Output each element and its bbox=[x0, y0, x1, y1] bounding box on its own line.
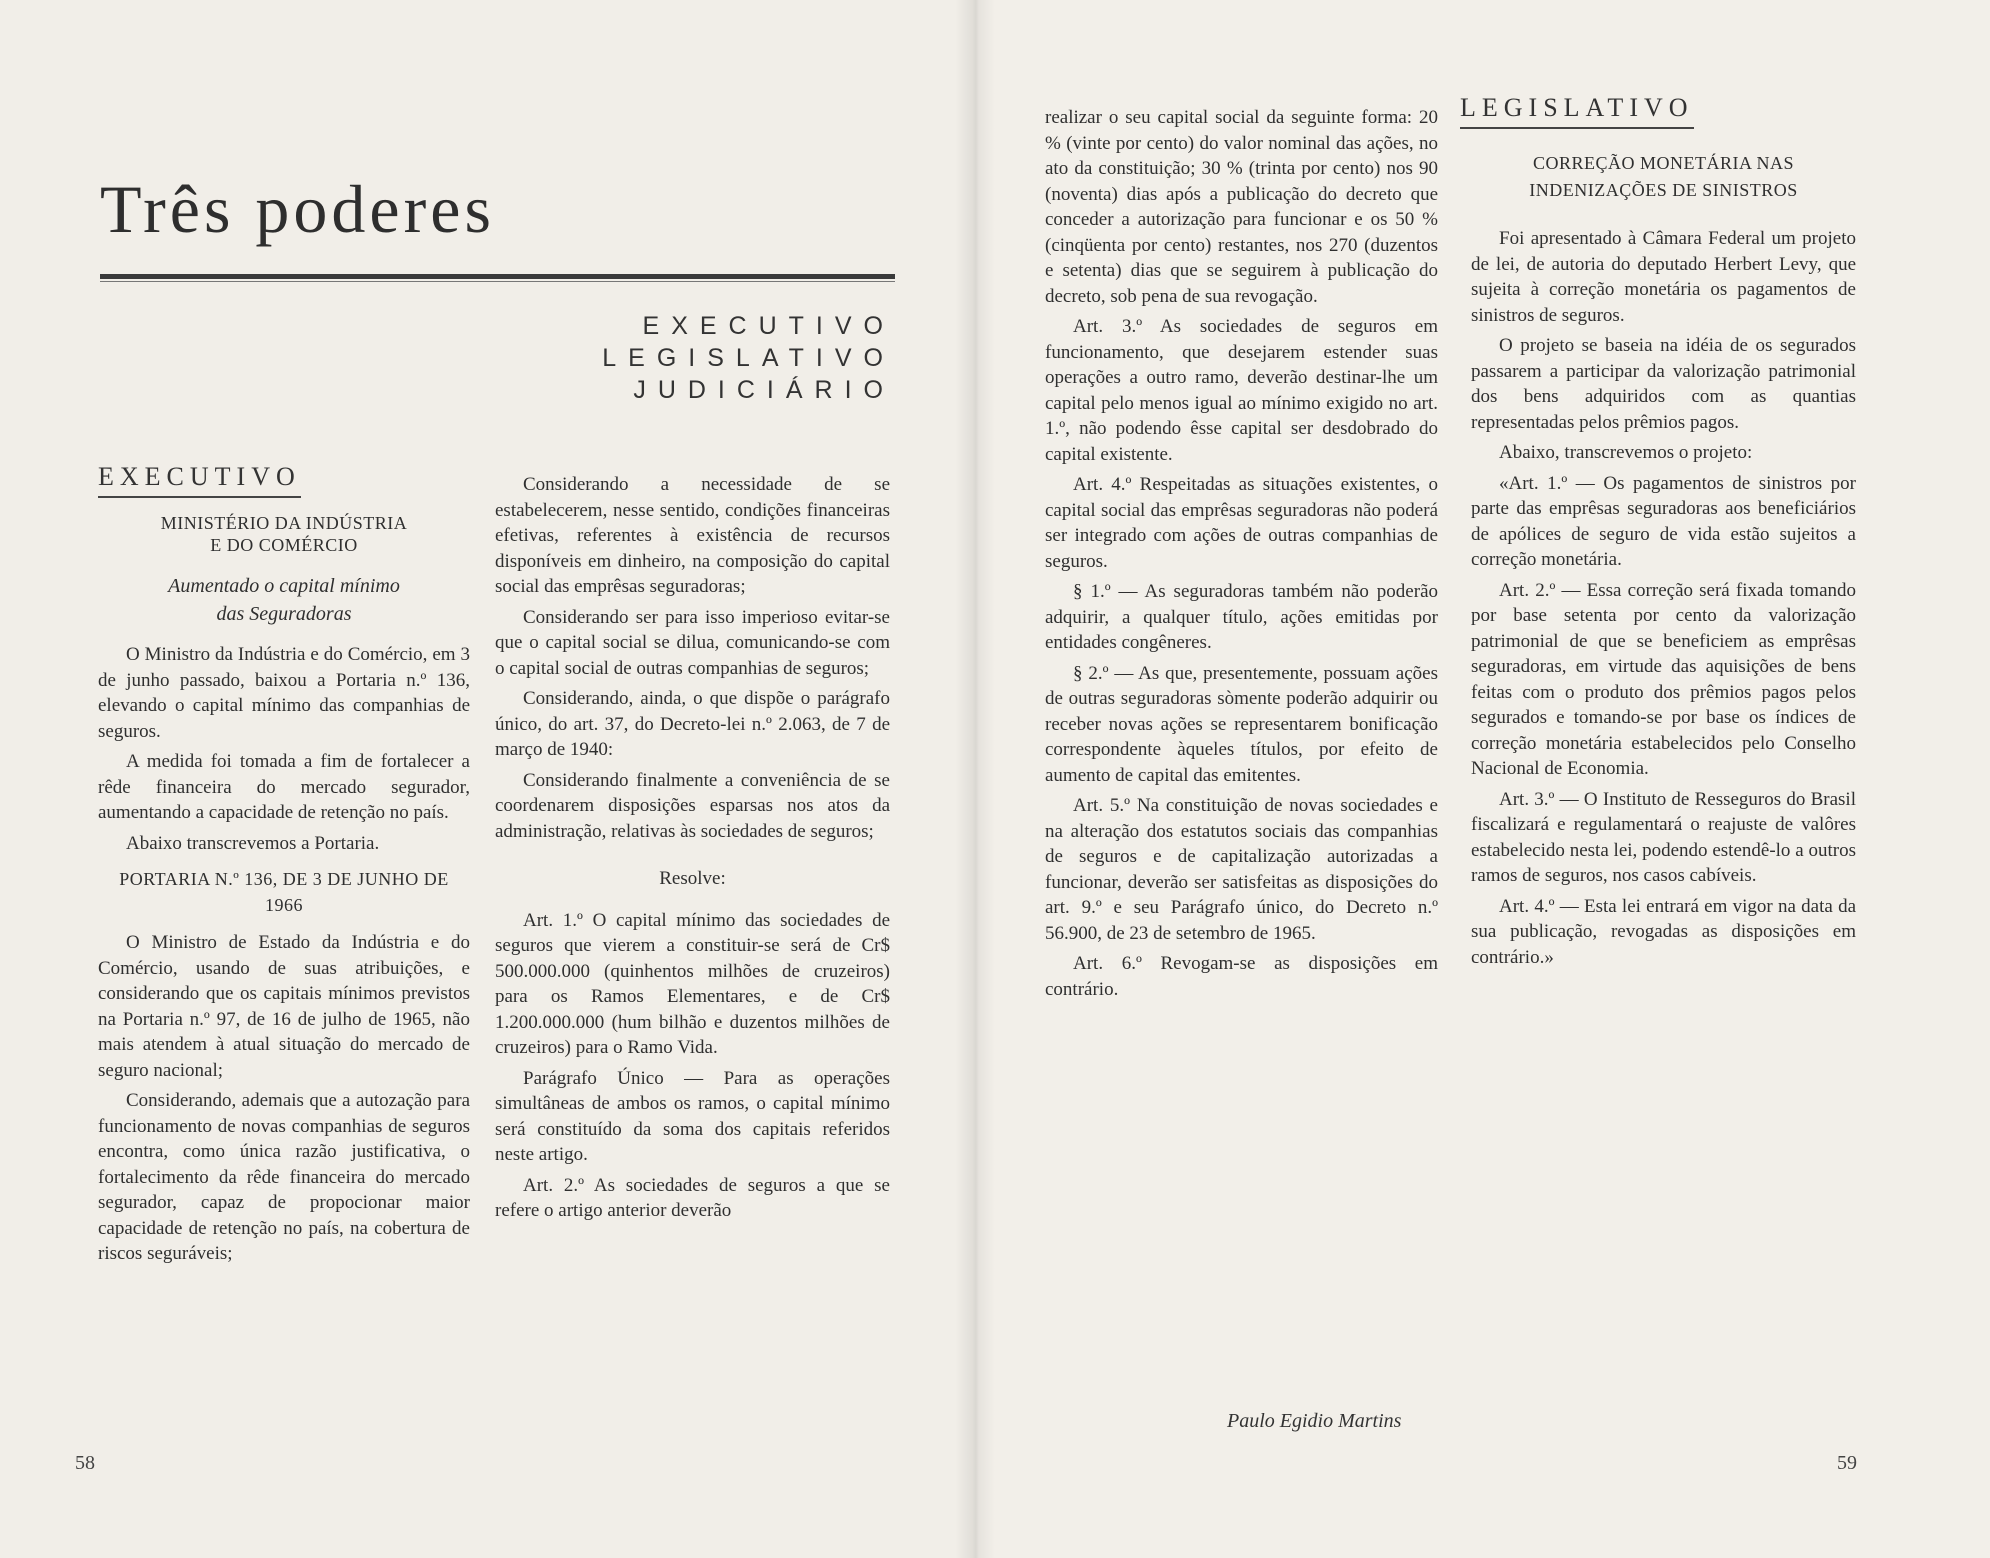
page-title: Três poderes bbox=[100, 171, 495, 247]
branch-judiciario: JUDICIÁRIO bbox=[633, 376, 895, 404]
section-heading-rule bbox=[98, 496, 301, 498]
paragraph: O projeto se baseia na idéia de os segurados passarem a participar da valorização patrimonial dos bens adquiridos com as quantias representadas pelos prêmios pagos. bbox=[1471, 335, 1856, 433]
section-heading-rule bbox=[1460, 127, 1694, 129]
column-4 bbox=[1471, 150, 1856, 975]
portaria-heading: PORTARIA N.º 136, DE 3 DE JUNHO DE 1966 bbox=[119, 869, 449, 915]
ministry-line-1: MINISTÉRIO DA INDÚSTRIA bbox=[160, 513, 408, 533]
branches-list bbox=[560, 310, 895, 406]
paragraph: O Ministro da Indústria e do Comércio, em 3 de junho passado, baixou a Portaria n.º 136, elevando o capital mínimo das companhias de seguros. bbox=[98, 644, 470, 742]
paragraph: Art. 4.º Respeitadas as situações existentes, o capital social das emprêsas seguradoras não poderá ser integrado com ações de outras companhias de seguros. bbox=[1045, 474, 1438, 572]
page-number-right: 59 bbox=[1837, 1452, 1857, 1474]
article-subtitle bbox=[98, 572, 470, 628]
ministry-heading bbox=[98, 512, 470, 556]
paragraph: Art. 3.º As sociedades de seguros em funcionamento, que desejarem estender suas operações a outro ramo, deverão destinar-lhe um capital pelo menos igual ao mínimo exigido no art. 1.º, não podendo êsse capital ser desdobrado do capital existente. bbox=[1045, 316, 1438, 465]
paragraph: Art. 2.º As sociedades de seguros a que se refere o artigo anterior deverão bbox=[495, 1174, 890, 1221]
paragraph: Art. 4.º — Esta lei entrará em vigor na data da sua publicação, revogadas as disposições em contrário.» bbox=[1471, 895, 1856, 968]
column-1 bbox=[98, 512, 470, 1272]
paragraph: § 1.º — As seguradoras também não poderão adquirir, a qualquer título, ações emitidas por entidades congêneres. bbox=[1045, 581, 1438, 653]
column-2 bbox=[495, 472, 890, 1229]
right-page bbox=[975, 0, 1990, 1558]
branch-executivo: EXECUTIVO bbox=[642, 312, 895, 340]
book-gutter bbox=[955, 0, 995, 1558]
paragraph: Abaixo, transcrevemos o projeto: bbox=[1499, 442, 1753, 463]
paragraph: realizar o seu capital social da seguinte forma: 20 % (vinte por cento) do valor nominal das ações, no ato da constituição; 30 % (trinta por cento) nos 90 (noventa) dias após a publicação do decreto que conceder a autorização para funcionar e os 50 % (cinqüenta por cento) restantes, nos 270 (duzentos e setenta) dias que se seguirem à publicação do decreto, sob pena de sua revogação. bbox=[1045, 107, 1438, 307]
paragraph: O Ministro de Estado da Indústria e do Comércio, usando de suas atribuições, e considerando que os capitais mínimos previstos na Portaria n.º 97, de 16 de julho de 1965, não mais atendem à atual situação do mercado de seguro nacional; bbox=[98, 932, 470, 1081]
paragraph: Art. 2.º — Essa correção será fixada tomando por base setenta por cento da valorização patrimonial de que se beneficiem as emprêsas seguradoras, em virtude das aquisições de bens feitas com o produto dos prêmios pagos pelos segurados e tomando-se por base os índices de correção monetária estabelecidos pelo Conselho Nacional de Economia. bbox=[1471, 579, 1856, 779]
paragraph: Considerando a necessidade de se estabelecerem, nesse sentido, condições financeiras efetivas, referentes à existência de recursos disponíveis em dinheiro, na composição do capital social das emprêsas seguradoras; bbox=[495, 474, 890, 597]
paragraph: Considerando finalmente a conveniência de se coordenarem disposições esparsas nos atos da administração, relativas às sociedades de seguros; bbox=[495, 769, 890, 842]
section-heading-legislativo bbox=[1460, 93, 1694, 129]
title-rule bbox=[100, 274, 895, 279]
paragraph: Considerando, ainda, o que dispõe o parágrafo único, do art. 37, do Decreto-lei n.º 2.063, de 7 de março de 1940: bbox=[495, 688, 890, 760]
resolve-heading: Resolve: bbox=[659, 868, 726, 889]
paragraph: Abaixo transcrevemos a Portaria. bbox=[126, 832, 380, 854]
paragraph: Parágrafo Único — Para as operações simultâneas de ambos os ramos, o capital mínimo será constituído da soma dos capitais referidos neste artigo. bbox=[495, 1067, 890, 1165]
paragraph: Art. 3.º — O Instituto de Resseguros do Brasil fiscalizará e regulamentará o reajuste de valôres estabelecido nesta lei, podendo estendê-lo a outros ramos de seguros, nos casos cabíveis. bbox=[1471, 788, 1856, 886]
legislativo-subheading bbox=[1471, 150, 1856, 204]
column-3 bbox=[1045, 105, 1438, 1007]
ministry-line-2: E DO COMÉRCIO bbox=[210, 535, 358, 555]
paragraph: A medida foi tomada a fim de fortalecer a rêde financeira do mercado segurador, aumentando a capacidade de retenção no país. bbox=[98, 751, 470, 823]
paragraph: «Art. 1.º — Os pagamentos de sinistros por parte das emprêsas seguradoras aos beneficiários de apólices de seguro de vida estão sujeitos a correção monetária. bbox=[1471, 472, 1856, 570]
paragraph: Art. 5.º Na constituição de novas sociedades e na alteração dos estatutos sociais das companhias de seguros e de capitalização autorizadas a funcionar, deverão ser satisfeitas as disposições do art. 9.º e seu Parágrafo único, do Decreto n.º 56.900, de 23 de setembro de 1965. bbox=[1045, 795, 1438, 944]
subtitle-line-2: das Seguradoras bbox=[216, 603, 352, 625]
subtitle-line-1: Aumentado o capital mínimo bbox=[168, 575, 400, 597]
section-heading-text: LEGISLATIVO bbox=[1460, 93, 1694, 122]
paragraph: Foi apresentado à Câmara Federal um projeto de lei, de autoria do deputado Herbert Levy, que sujeita à correção monetária os pagamentos de sinistros de seguros. bbox=[1471, 228, 1856, 326]
page-number-left: 58 bbox=[75, 1452, 95, 1474]
subheading-line-2: INDENIZAÇÕES DE SINISTROS bbox=[1529, 180, 1798, 200]
paragraph: Art. 1.º O capital mínimo das sociedades de seguros que vierem a constituir-se será de Cr$ 500.000.000 (quinhentos milhões de cruzeiros) para os Ramos Elementares, e de Cr$ 1.200.000.000 (hum bilhão e duzentos milhões de cruzeiros) para o Ramo Vida. bbox=[495, 909, 890, 1058]
section-heading-executivo bbox=[98, 462, 301, 498]
paragraph: § 2.º — As que, presentemente, possuam ações de outras seguradoras sòmente poderão adquirir ou receber novas ações se representarem bonificação correspondente àqueles títulos, por efeito de aumento de capital das emitentes. bbox=[1045, 662, 1438, 786]
paragraph: Considerando, ademais que a autozação para funcionamento de novas companhias de seguros encontra, como única razão justificativa, o fortalecimento da rêde financeira do mercado segurador, capaz de propocionar maior capacidade de retenção no país, na cobertura de riscos seguráveis; bbox=[98, 1090, 470, 1264]
subheading-line-1: CORREÇÃO MONETÁRIA NAS bbox=[1532, 153, 1795, 173]
signature: Paulo Egidio Martins bbox=[1227, 1410, 1402, 1432]
section-heading-text: EXECUTIVO bbox=[98, 462, 301, 491]
paragraph: Considerando ser para isso imperioso evitar-se que o capital social se dilua, comunicando-se com o capital social de outras companhias de seguros; bbox=[495, 606, 890, 679]
paragraph: Art. 6.º Revogam-se as disposições em contrário. bbox=[1045, 953, 1438, 1000]
title-rule-thin bbox=[100, 281, 895, 282]
left-page bbox=[0, 0, 975, 1558]
branch-legislativo: LEGISLATIVO bbox=[602, 344, 895, 372]
